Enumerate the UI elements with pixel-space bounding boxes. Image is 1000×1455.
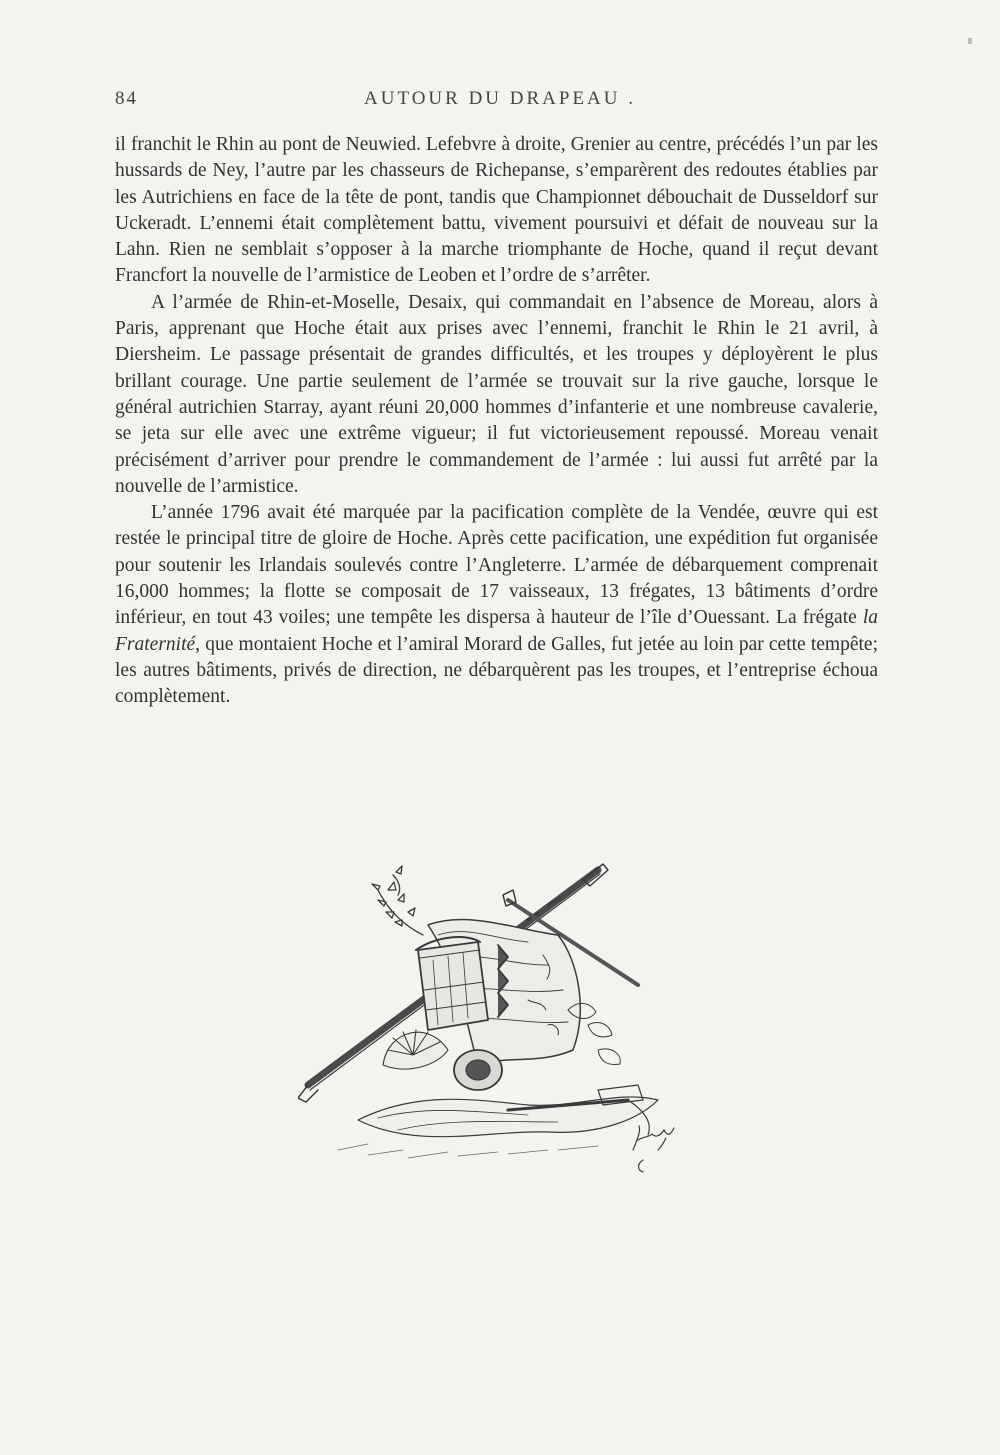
paragraph-3-text-b: , que montaient Hoche et l’amiral Morard de Galles, fut jetée au loin par cette tempête; les autres bâtiments, privés de direction, ne débarquèrent pas les troupes, et l’entreprise échoua complètement. (115, 633, 878, 708)
running-title: AUTOUR DU DRAPEAU . (364, 88, 636, 109)
ground-hatching (338, 1144, 598, 1158)
trophy-illustration (298, 850, 698, 1190)
paragraph-3-text-a: L’année 1796 avait été marquée par la pacification complète de la Vendée, œuvre qui est restée le principal titre de gloire de Hoche. Après cette pacification, une expédition fut organisée pour soutenir les Irlandais soulevés contre l’Angleterre. L’armée de débarquement comprenait 16,000 hommes; la flotte se composait de 17 vaisseaux, 13 frégates, 13 bâtiments d’ordre inférieur, en tout 43 voiles; une tempête les dispersa à hauteur de l’île d’Ouessant. La frégate (115, 502, 878, 629)
margin-speck (968, 38, 972, 44)
laurel-sprig-drawing (372, 866, 423, 935)
page-number: 84 (115, 88, 138, 109)
artist-signature (633, 1126, 674, 1172)
shell-fan-drawing (383, 1030, 448, 1069)
helmet-drawing (454, 1050, 502, 1090)
body-text (115, 132, 878, 711)
drum-drawing (416, 937, 488, 1030)
paragraph-2: A l’armée de Rhin-et-Moselle, Desaix, qui commandait en l’absence de Moreau, alors à Paris, apprenant que Hoche était aux prises avec l’ennemi, franchit le Rhin le 21 avril, à Diersheim. Le passage présentait de grandes difficultés, et les troupes y déployèrent le plus brillant courage. Une partie seulement de l’armée se trouvait sur la rive gauche, lorsque le général autrichien Starray, ayant réuni 20,000 hommes d’infanterie et une nombreuse cavalerie, se jeta sur elle avec une extrême vigueur; il fut victorieusement repoussé. Moreau venait précisément d’arriver pour prendre le commandement de l’armée : lui aussi fut arrêté par la nouvelle de l’armistice. (115, 291, 878, 497)
paragraph-3 (115, 500, 878, 710)
trophy-of-arms-drawing (298, 850, 698, 1190)
page-header (115, 88, 885, 118)
drape-drawing (358, 1097, 658, 1137)
paragraph-1: il franchit le Rhin au pont de Neuwied. Lefebvre à droite, Grenier au centre, précédés l’un par les hussards de Ney, l’autre par les chasseurs de Richepanse, s’emparèrent des redoutes établies par les Autrichiens en face de la tête de pont, tandis que Championnet débouchait de Dusseldorf sur Uckeradt. L’ennemi était complètement battu, vivement poursuivi et défait de nouveau sur la Lahn. Rien ne semblait s’opposer à la marche triomphante de Hoche, quand il reçut devant Francfort la nouvelle de l’armistice de Leoben et l’ordre de s’arrêter. (115, 134, 878, 287)
ship-name-italic: la Fraternité (115, 607, 878, 655)
